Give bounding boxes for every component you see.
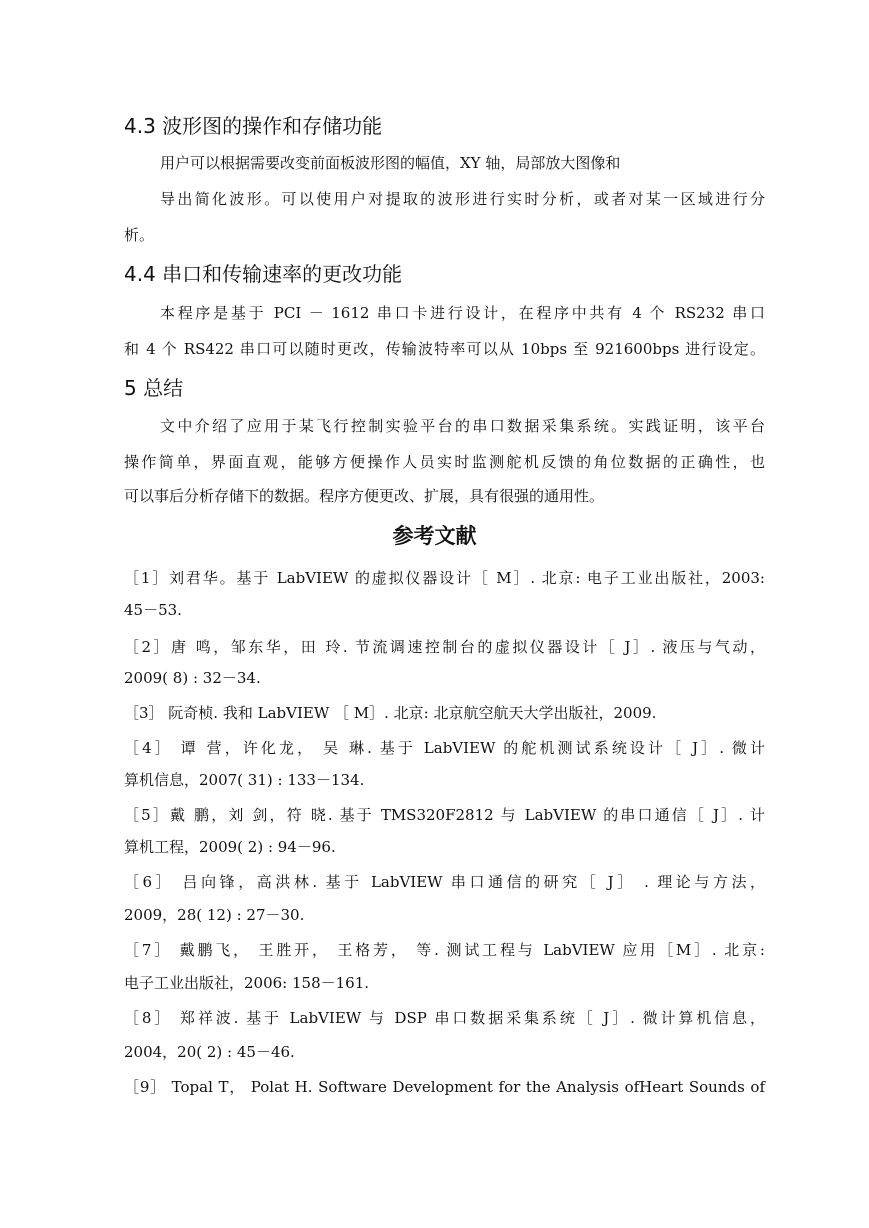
paragraph-line: 和 4 个 RS422 串口可以随时更改，传输波特率可以从 10bps 至 921600bps 进行设定。 [124,340,765,358]
reference-line: 45－53. [124,601,182,619]
paragraph-line: 本程序是基于 PCI － 1612 串口卡进行设计，在程序中共有 4 个 RS232 串口 [160,304,765,322]
paragraph-line: 文中介绍了应用于某飞行控制实验平台的串口数据采集系统。实践证明，该平台 [160,417,765,435]
reference-line: ［9］ Topal T， Polat H. Software Development for the Analysis ofHeart Sounds of [124,1078,765,1096]
reference-line: ［2］唐 鸣，邹东华，田 玲. 节流调速控制台的虚拟仪器设计［ J］. 液压与气动， [124,638,765,656]
paragraph-line: 导出简化波形。可以使用户对提取的波形进行实时分析，或者对某一区域进行分 [160,190,765,208]
reference-line: 2004，20( 2) : 45－46. [124,1043,295,1061]
reference-line: 2009，28( 12) : 27－30. [124,906,305,924]
reference-line: 算机信息，2007( 31) : 133－134. [124,771,365,789]
reference-line: 2009( 8) : 32－34. [124,669,261,687]
reference-line: ［5］戴 鹏，刘 剑，符 晓. 基于 TMS320F2812 与 LabVIEW 的串口通信［ J］. 计 [124,806,765,824]
references-title: 参考文献 [392,524,477,548]
section-heading-4-4: 4.4 串口和传输速率的更改功能 [124,262,403,286]
paragraph-line: 用户可以根据需要改变前面板波形图的幅值，XY 轴，局部放大图像和 [160,154,621,172]
reference-line: 算机工程，2009( 2) : 94－96. [124,838,336,856]
paragraph-line: 操作简单，界面直观，能够方便操作人员实时监测舵机反馈的角位数据的正确性，也 [124,453,765,471]
reference-line: ［3］ 阮奇桢. 我和 LabVIEW ［ M］. 北京: 北京航空航天大学出版社，2009. [124,704,657,722]
reference-line: ［1］刘君华。基于 LabVIEW 的虚拟仪器设计［ M］. 北京: 电子工业出版社，2003: [124,569,765,587]
paragraph-line: 析。 [124,226,155,244]
reference-line: ［4］ 谭 营，许化龙， 吴 琳. 基于 LabVIEW 的舵机测试系统设计［ J］. 微计 [124,739,765,757]
paragraph-line: 可以事后分析存储下的数据。程序方便更改、扩展，具有很强的通用性。 [124,487,605,505]
reference-line: ［6］ 吕向锋，高洪林. 基于 LabVIEW 串口通信的研究［ J］ . 理论与方法， [124,873,765,891]
section-heading-5: 5 总结 [124,376,184,400]
reference-line: 电子工业出版社，2006: 158－161. [124,974,370,992]
reference-line: ［8］ 郑祥波. 基于 LabVIEW 与 DSP 串口数据采集系统［ J］. 微计算机信息， [124,1009,765,1027]
reference-line: ［7］ 戴鹏飞， 王胜开， 王格芳， 等. 测试工程与 LabVIEW 应用［M］. 北京: [124,941,765,959]
section-heading-4-3: 4.3 波形图的操作和存储功能 [124,114,383,138]
